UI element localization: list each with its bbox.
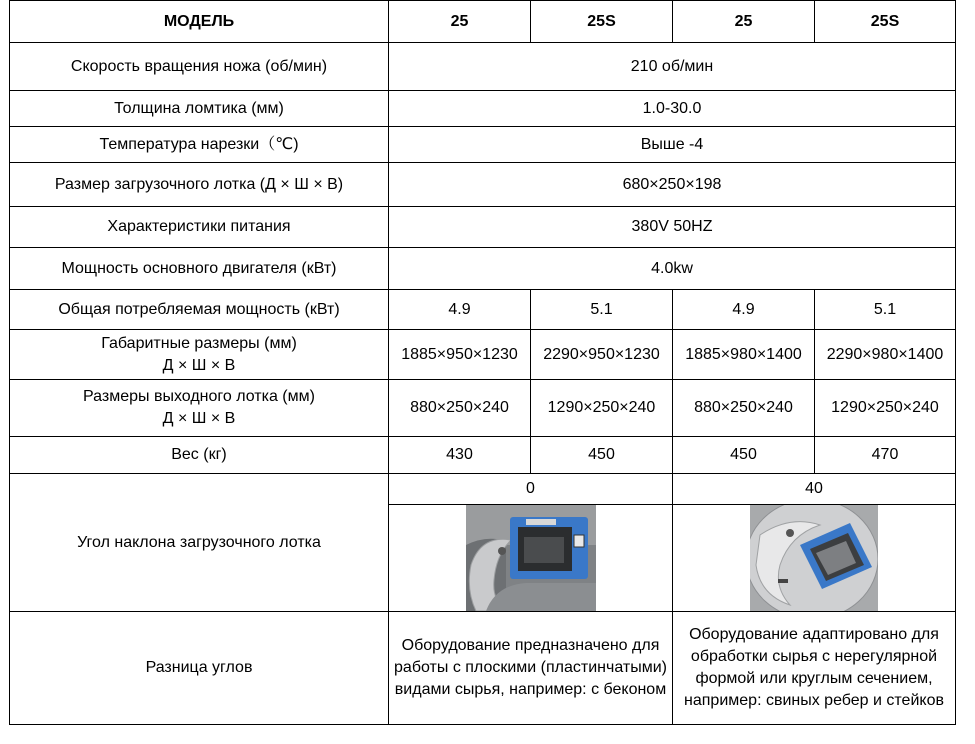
total-power-value-4: 5.1 (815, 290, 956, 330)
output-tray-label-line2: Д × Ш × В (162, 410, 236, 427)
tilt-value-2: 40 (673, 474, 956, 505)
tilt-label: Угол наклона загрузочного лотка (10, 474, 389, 612)
angle-diff-desc-right: Оборудование адаптировано для обработки сырья с нерегулярной формой или круглым сечением, например: свиных ребер и стейков (673, 612, 956, 725)
frame-comb (526, 519, 556, 525)
table-row (10, 380, 956, 437)
table-row (10, 163, 956, 207)
table-row (10, 248, 956, 290)
power-supply-value: 380V 50HZ (389, 207, 956, 248)
angle-diff-label: Разница углов (10, 612, 389, 725)
table-row (10, 474, 956, 505)
table-row (10, 207, 956, 248)
tray-size-label: Размер загрузочного лотка (Д × Ш × В) (10, 163, 389, 207)
slicer-tilted-photo (750, 505, 878, 611)
temperature-value: Выше -4 (389, 127, 956, 163)
motor-power-value: 4.0kw (389, 248, 956, 290)
weight-label: Вес (кг) (10, 437, 389, 474)
bolt-icon (498, 547, 506, 555)
thickness-label: Толщина ломтика (мм) (10, 91, 389, 127)
angle-diff-desc-left: Оборудование предназначено для работы с плоскими (пластинчатыми) видами сырья, например: с беконом (389, 612, 673, 725)
dimensions-value-2: 2290×950×1230 (531, 330, 673, 380)
model-1: 25 (389, 1, 531, 43)
temperature-label: Температура нарезки（℃) (10, 127, 389, 163)
table-row (10, 290, 956, 330)
blade-tip (778, 579, 788, 583)
total-power-value-2: 5.1 (531, 290, 673, 330)
speed-value: 210 об/мин (389, 43, 956, 91)
speed-label: Скорость вращения ножа (об/мин) (10, 43, 389, 91)
tray-size-value: 680×250×198 (389, 163, 956, 207)
table-row (10, 43, 956, 91)
thickness-value: 1.0-30.0 (389, 91, 956, 127)
dimensions-label-line2: Д × Ш × В (162, 356, 236, 374)
table-row (10, 330, 956, 380)
dimensions-value-3: 1885×980×1400 (673, 330, 815, 380)
dimensions-label-line1: Габаритные размеры (мм) (101, 334, 297, 352)
output-tray-label-line1: Размеры выходного лотка (мм) (83, 388, 315, 405)
table-row (10, 127, 956, 163)
power-supply-label: Характеристики питания (10, 207, 389, 248)
total-power-label: Общая потребляемая мощность (кВт) (10, 290, 389, 330)
weight-value-3: 450 (673, 437, 815, 474)
table-row (10, 612, 956, 725)
output-tray-value-3: 880×250×240 (673, 380, 815, 437)
weight-value-2: 450 (531, 437, 673, 474)
model-label: МОДЕЛЬ (10, 1, 389, 43)
total-power-value-3: 4.9 (673, 290, 815, 330)
header-row (10, 1, 956, 43)
frame-inner (524, 537, 564, 563)
table-row (10, 91, 956, 127)
motor-power-label: Мощность основного двигателя (кВт) (10, 248, 389, 290)
frame-latch-icon (574, 535, 584, 547)
model-4: 25S (815, 1, 956, 43)
dimensions-value-1: 1885×950×1230 (389, 330, 531, 380)
tilt-photo-cell-0 (389, 505, 673, 612)
slicer-flat-photo (466, 505, 596, 611)
model-3: 25 (673, 1, 815, 43)
output-tray-value-4: 1290×250×240 (815, 380, 956, 437)
dimensions-value-4: 2290×980×1400 (815, 330, 956, 380)
weight-value-4: 470 (815, 437, 956, 474)
output-tray-label (10, 380, 389, 437)
output-tray-value-2: 1290×250×240 (531, 380, 673, 437)
table-row (10, 437, 956, 474)
spec-table (9, 0, 956, 725)
dimensions-label (10, 330, 389, 380)
tilt-value-1: 0 (389, 474, 673, 505)
bolt-icon (786, 529, 794, 537)
output-tray-value-1: 880×250×240 (389, 380, 531, 437)
weight-value-1: 430 (389, 437, 531, 474)
model-2: 25S (531, 1, 673, 43)
tilt-photo-cell-40 (673, 505, 956, 612)
total-power-value-1: 4.9 (389, 290, 531, 330)
